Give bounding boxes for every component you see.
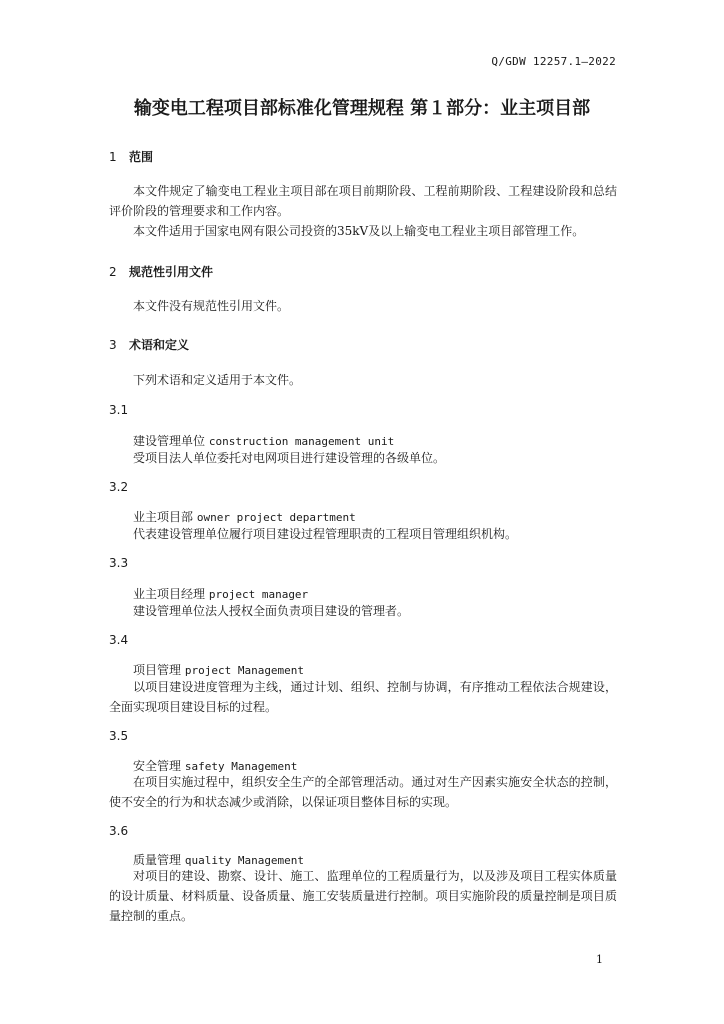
page-number: 1 bbox=[596, 953, 603, 966]
term-zh: 质量管理 bbox=[133, 853, 182, 867]
term-en: quality Management bbox=[184, 854, 305, 867]
section-heading-normative-references bbox=[109, 263, 617, 280]
paragraph: 下列术语和定义适用于本文件。 bbox=[133, 373, 302, 387]
section-title: 规范性引用文件 bbox=[129, 265, 214, 279]
section-title: 范围 bbox=[129, 150, 154, 164]
term-zh: 项目管理 bbox=[133, 663, 182, 677]
term-definition: 受项目法人单位委托对电网项目进行建设管理的各级单位。 bbox=[133, 451, 446, 465]
term-en: safety Management bbox=[184, 760, 298, 773]
term-definition: 代表建设管理单位履行项目建设过程管理职责的工程项目管理组织机构。 bbox=[133, 527, 518, 541]
document-code: Q/GDW 12257.1—2022 bbox=[491, 55, 616, 68]
section-number: 3 bbox=[109, 338, 117, 352]
section-number: 2 bbox=[109, 265, 117, 279]
section-title: 术语和定义 bbox=[129, 338, 190, 352]
section-heading-terms bbox=[109, 336, 617, 353]
term-definition: 对项目的建设、勘察、设计、施工、监理单位的工程质量行为，以及涉及项目工程实体质量的设计质量、材料质量、设备质量、施工安装质量进行控制。项目实施阶段的质量控制是项目质量控制的重点。 bbox=[109, 869, 617, 923]
term-number: 3.3 bbox=[109, 556, 129, 570]
paragraph: 本文件适用于国家电网有限公司投资的35kV及以上输变电工程业主项目部管理工作。 bbox=[133, 224, 585, 238]
term-en: construction management unit bbox=[208, 435, 395, 448]
section-number: 1 bbox=[109, 150, 117, 164]
term-title bbox=[109, 432, 641, 449]
term-zh: 业主项目经理 bbox=[133, 587, 206, 601]
term-title bbox=[109, 508, 641, 525]
document-title: 输变电工程项目部标准化管理规程 第１部分：业主项目部 bbox=[133, 98, 591, 119]
term-zh: 安全管理 bbox=[133, 759, 182, 773]
term-definition: 以项目建设进度管理为主线，通过计划、组织、控制与协调，有序推动工程依法合规建设，全面实现项目建设目标的过程。 bbox=[109, 680, 617, 714]
term-en: project Management bbox=[184, 664, 305, 677]
term-definition: 建设管理单位法人授权全面负责项目建设的管理者。 bbox=[133, 604, 410, 618]
section-heading-scope bbox=[109, 148, 617, 165]
paragraph: 本文件规定了输变电工程业主项目部在项目前期阶段、工程前期阶段、工程建设阶段和总结评价阶段的管理要求和工作内容。 bbox=[109, 184, 617, 218]
term-title bbox=[109, 585, 641, 602]
term-zh: 建设管理单位 bbox=[133, 434, 206, 448]
term-number: 3.2 bbox=[109, 480, 129, 494]
term-number: 3.6 bbox=[109, 824, 129, 838]
term-zh: 业主项目部 bbox=[133, 510, 194, 524]
term-number: 3.5 bbox=[109, 729, 129, 743]
term-number: 3.4 bbox=[109, 633, 129, 647]
term-number: 3.1 bbox=[109, 403, 129, 417]
term-title bbox=[109, 661, 641, 678]
term-en: owner project department bbox=[196, 511, 356, 524]
paragraph: 本文件没有规范性引用文件。 bbox=[133, 299, 290, 313]
term-en: project manager bbox=[208, 588, 309, 601]
term-definition: 在项目实施过程中，组织安全生产的全部管理活动。通过对生产因素实施安全状态的控制，使不安全的行为和状态减少或消除，以保证项目整体目标的实现。 bbox=[109, 775, 617, 809]
